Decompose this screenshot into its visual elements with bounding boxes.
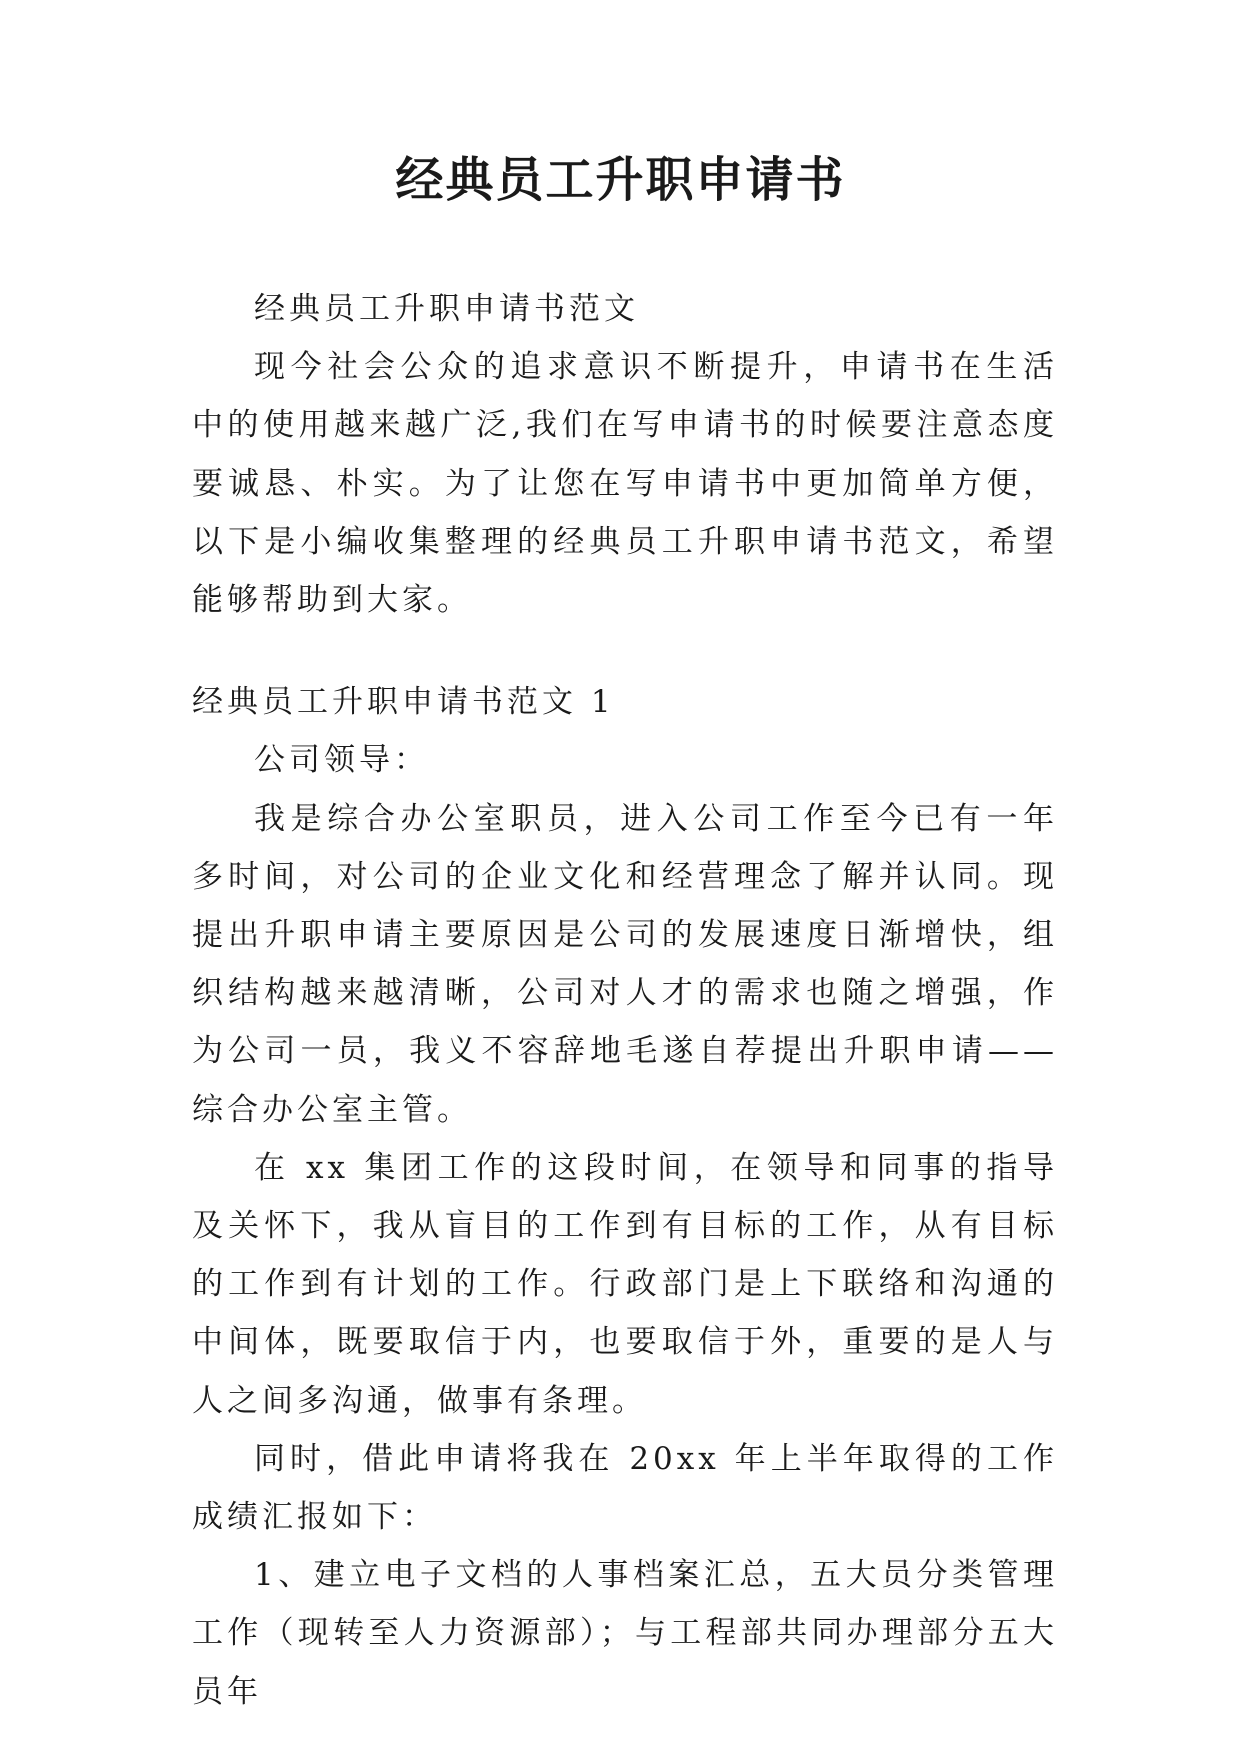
section-gap (192, 629, 1058, 673)
document-title: 经典员工升职申请书 (395, 152, 846, 208)
body-paragraph: 1、建立电子文档的人事档案汇总，五大员分类管理工作（现转至人力资源部）；与工程部共同办理部分五大员年 (192, 1557, 1058, 1710)
document-body (192, 280, 1058, 1721)
section-heading: 经典员工升职申请书范文 1 (192, 684, 615, 721)
subtitle-paragraph: 经典员工升职申请书范文 (254, 291, 639, 327)
body-paragraph: 同时，借此申请将我在 20xx 年上半年取得的工作成绩汇报如下： (192, 1440, 1058, 1536)
salutation: 公司领导： (254, 742, 429, 779)
intro-paragraph: 现今社会公众的追求意识不断提升，申请书在生活中的使用越来越广泛,我们在写申请书的时候要注意态度要诚恳、朴实。为了让您在写申请书中更加简单方便，以下是小编收集整理的经典员工升职申请书范文，希望能够帮助到大家。 (192, 349, 1058, 619)
body-paragraph: 在 xx 集团工作的这段时间，在领导和同事的指导及关怀下，我从盲目的工作到有目标的工作，从有目标的工作到有计划的工作。行政部门是上下联络和沟通的中间体，既要取信于内，也要取信于外，重要的是人与人之间多沟通，做事有条理。 (192, 1149, 1058, 1419)
body-paragraph: 我是综合办公室职员，进入公司工作至今已有一年多时间，对公司的企业文化和经营理念了解并认同。现提出升职申请主要原因是公司的发展速度日渐增快，组织结构越来越清晰，公司对人才的需求也随之增强，作为公司一员，我义不容辞地毛遂自荐提出升职申请——综合办公室主管。 (192, 800, 1058, 1128)
